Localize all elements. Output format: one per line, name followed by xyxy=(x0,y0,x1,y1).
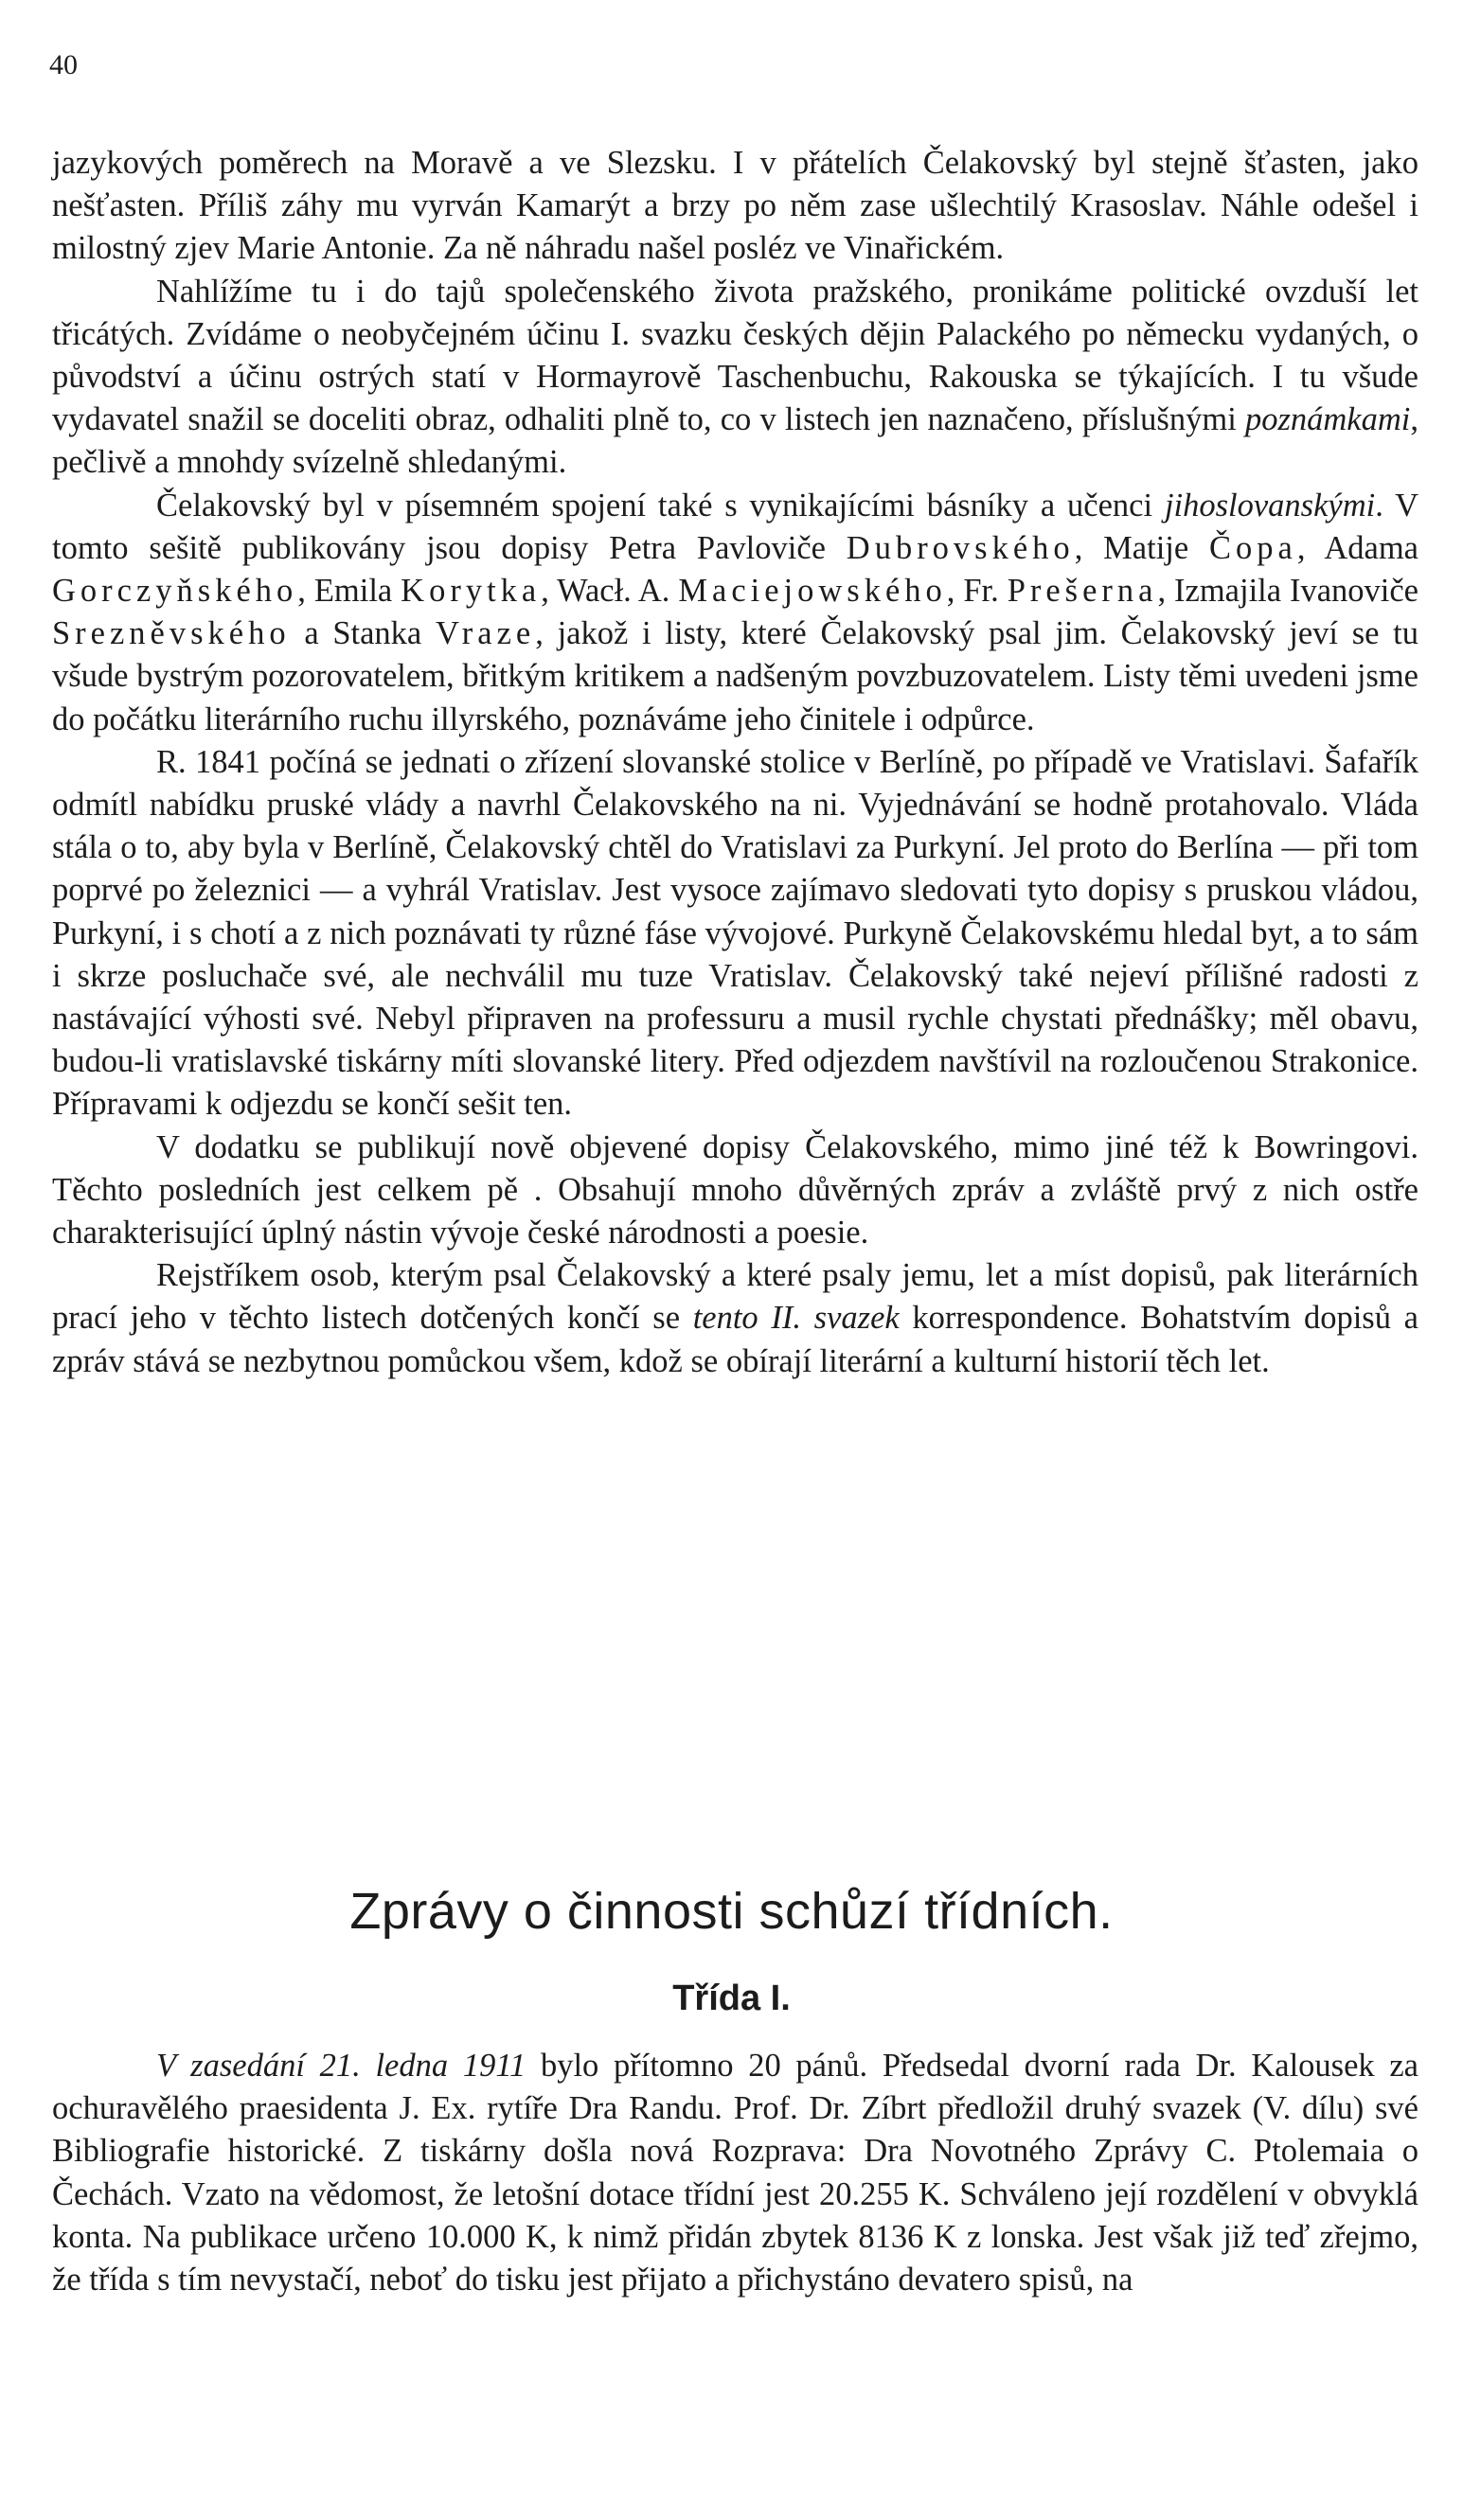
spaced-name: Gorczyňského xyxy=(52,573,298,610)
text-segment: Čelakovský byl v písemném spojení také s vynikajícími básníky a učenci xyxy=(156,487,1165,524)
spaced-name: Čopa xyxy=(1209,529,1297,566)
text-segment: a Stanka xyxy=(290,615,436,652)
italic-segment: jihoslovanskými xyxy=(1164,487,1376,524)
italic-segment: poznámkami xyxy=(1244,401,1411,438)
text-segment: Rejstříkem osob, kterým psal Čelakovský a které psaly jemu, let a míst dopisů, pak literárních prací jeho v těchto listech dotčených končí se xyxy=(52,1257,1418,1337)
page-number: 40 xyxy=(49,49,78,80)
text-segment: , Fr. xyxy=(946,573,1008,610)
sitting-report xyxy=(52,2045,1418,2301)
paragraph xyxy=(52,1254,1418,1383)
text-segment: , Adama xyxy=(1296,529,1418,566)
text-segment: , Emila xyxy=(297,573,401,610)
class-heading: Třída I. xyxy=(672,1979,791,2018)
paragraph xyxy=(52,485,1418,741)
text-segment: korrespondence. Bohatstvím dopisů a zpráv stává se nezbytnou pomůckou všem, kdož se obírají literární a kulturní historií těch let. xyxy=(52,1300,1418,1379)
paragraph xyxy=(52,142,1418,271)
text-segment: . V tomto sešitě publikovány jsou dopisy Petra Pavloviče xyxy=(52,487,1418,566)
text-segment: V dodatku se publikují nově objevené dopisy Čelakovského, mimo jiné též k Bowringovi. Těchto posledních jest celkem pě . Obsahují mnoho důvěrných zpráv a zvláště prvý z nich ostře charakterisující úplný nástin vývoje české národnosti a poesie. xyxy=(52,1128,1418,1251)
section-title: Zprávy o činnosti schůzí třídních. xyxy=(349,1883,1114,1940)
paragraph xyxy=(52,1127,1418,1255)
text-segment: jazykových poměrech na Moravě a ve Slezsku. I v přátelích Čelakovský byl stejně šťasten, jako nešťasten. Příliš záhy mu vyrván Kamarýt a brzy po něm zase ušlechtilý Krasoslav. Náhle odešel i milostný zjev Marie Antonie. Za ně náhradu našel posléz ve Vinařickém. xyxy=(52,145,1418,267)
text-segment: , pečlivě a mnohdy svízelně shledanými. xyxy=(52,401,1418,481)
text-segment: , Wacł. A. xyxy=(541,573,679,610)
paragraph xyxy=(52,2045,1418,2301)
text-segment: R. 1841 počíná se jednati o zřízení slovanské stolice v Berlíně, po případě ve Vratislavi. Šafařík odmítl nabídku pruské vlády a navrhl Čelakovského na ni. Vyjednávání se hodně protahovalo. Vláda stála o to, aby byla v Berlíně, Čelakovský chtěl do Vratislavi za Purkyní. Jel proto do Berlína — při tom poprvé po železnici — a vyhrál Vratislav. Jest vysoce zajímavo sledovati tyto dopisy s pruskou vládou, Purkyní, i s chotí a z nich poznávati ty různé fáse vývojové. Purkyně Čelakovskému hledal byt, a to sám i skrze posluchače své, ale nechválil mu tuze Vratislav. Čelakovský také nejeví přílišné radosti z nastávající výhosti své. Nebyl připraven na professuru a musil rychle chystati přednášky; měl obavu, budou-li vratislavské tiskárny míti slovanské litery. Před odjezdem navštívil na rozloučenou Strakonice. Přípravami k odjezdu se končí sešit ten. xyxy=(52,743,1418,1123)
text-segment: bylo přítomno 20 pánů. Předsedal dvorní rada Dr. Kalousek za ochuravělého praesidenta J. Ex. rytíře Dra Randu. Prof. Dr. Zíbrt předložil druhý svazek (V. dílu) své Bibliografie historické. Z tiskárny došla nová Rozprava: Dra Novotného Zprávy C. Ptolemaia o Čechách. Vzato na vědomost, že letošní dotace třídní jest 20.255 K. Schváleno její rozdělení v obvyklá konta. Na publikace určeno 10.000 K, k nimž přidán zbytek 8136 K z lonska. Jest však již teď zřejmo, že třída s tím nevystačí, neboť do tisku jest přijato a přichystáno devatero spisů, na xyxy=(52,2048,1418,2298)
spaced-name: Srezněvského xyxy=(52,615,291,652)
spaced-name: Korytka xyxy=(401,573,542,610)
spaced-name: Vraze xyxy=(435,615,536,652)
text-segment: , Matije xyxy=(1074,529,1209,566)
paragraph xyxy=(52,271,1418,485)
body-text xyxy=(52,142,1418,1383)
spaced-name: Dubrovského xyxy=(846,529,1075,566)
spaced-name: Prešerna xyxy=(1007,573,1158,610)
text-segment: , jakož i listy, které Čelakovský psal jim. Čelakovský jeví se tu všude bystrým pozorovatelem, břitkým kritikem a nadšeným povzbuzovatelem. Listy těmi uvedeni jsme do počátku literárního ruchu illyrského, poznáváme jeho činitele i odpůrce. xyxy=(52,615,1418,737)
text-segment: , Izmajila Ivanoviče xyxy=(1157,573,1418,610)
italic-segment: V zasedání 21. ledna 1911 xyxy=(156,2048,526,2084)
spaced-name: Maciejowského xyxy=(678,573,947,610)
italic-segment: tento II. svazek xyxy=(692,1300,900,1337)
text-segment: Nahlížíme tu i do tajů společenského života pražského, pronikáme politické ovzduší let třicátých. Zvídáme o neobyčejném účinu I. svazku českých dějin Palackého po německu vydaných, o původství a účinu ostrých statí v Hormayrově Taschenbuchu, Rakouska se týkajících. I tu všude vydavatel snažil se doceliti obraz, odhaliti plně to, co v listech jen naznačeno, příslušnými xyxy=(52,273,1418,438)
paragraph xyxy=(52,741,1418,1127)
